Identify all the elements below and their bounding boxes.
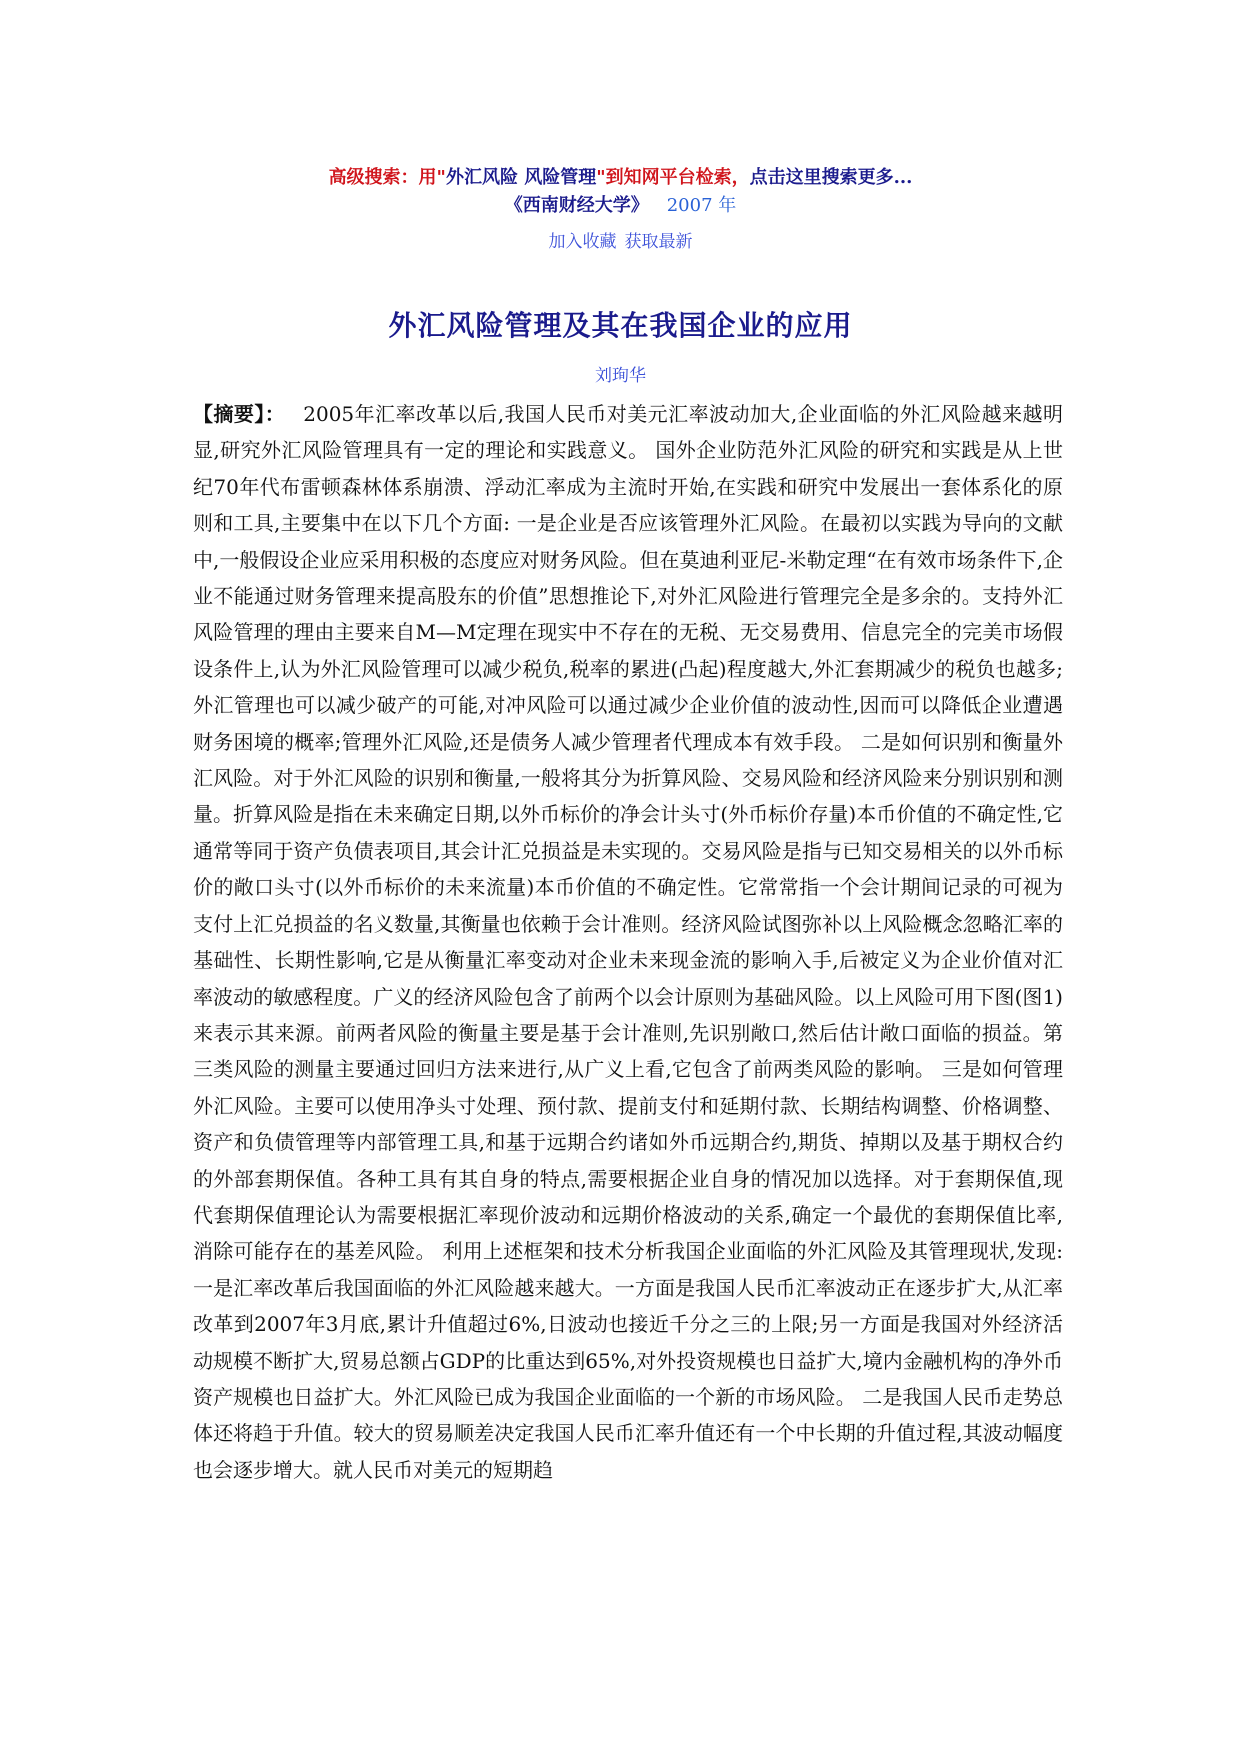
abstract-label: 【摘要】： [193,402,286,426]
abstract-paragraph [193,396,1063,1726]
search-more-link[interactable]: 点击这里搜索更多... [749,167,913,188]
search-keywords-link[interactable]: 外汇风险 风险管理 [445,167,597,188]
article-author[interactable]: 刘珣华 [595,366,646,386]
abstract-text: 2005年汇率改革以后,我国人民币对美元汇率波动加大,企业面临的外汇风险越来越明显,研究外汇风险管理具有一定的理论和实践意义。 国外企业防范外汇风险的研究和实践是从上世纪70年代布雷顿森林体系崩溃、浮动汇率成为主流时开始,在实践和研究中发展出一套体系化的原则和工具,主要集中在以下几个方面: 一是企业是否应该管理外汇风险。在最初以实践为导向的文献中,一般假设企业应采用积极的态度应对财务风险。但在莫迪利亚尼-米勒定理“在有效市场条件下,企业不能通过财务管理来提高股东的价值”思想推论下,对外汇风险进行管理完全是多余的。支持外汇风险管理的理由主要来自M—M定理在现实中不存在的无税、无交易费用、信息完全的完美市场假设条件上,认为外汇风险管理可以减少税负,税率的累进(凸起)程度越大,外汇套期减少的税负也越多;外汇管理也可以减少破产的可能,对冲风险可以通过减少企业价值的波动性,因而可以降低企业遭遇财务困境的概率;管理外汇风险,还是债务人减少管理者代理成本有效手段。 二是如何识别和衡量外汇风险。对于外汇风险的识别和衡量,一般将其分为折算风险、交易风险和经济风险来分别识别和测量。折算风险是指在未来确定日期,以外币标价的净会计头寸(外币标价存量)本币价值的不确定性,它通常等同于资产负债表项目,其会计汇兑损益是未实现的。交易风险是指与已知交易相关的以外币标价的敞口头寸(以外币标价的未来流量)本币价值的不确定性。它常常指一个会计期间记录的可视为支付上汇兑损益的名义数量,其衡量也依赖于会计准则。经济风险试图弥补以上风险概念忽略汇率的基础性、长期性影响,它是从衡量汇率变动对企业未来现金流的影响入手,后被定义为企业价值对汇率波动的敏感程度。广义的经济风险包含了前两个以会计原则为基础风险。以上风险可用下图(图1)来表示其来源。前两者风险的衡量主要是基于会计准则,先识别敞口,然后估计敞口面临的损益。第三类风险的测量主要通过回归方法来进行,从广义上看,它包含了前两类风险的影响。 三是如何管理外汇风险。主要可以使用净头寸处理、预付款、提前支付和延期付款、长期结构调整、价格调整、资产和负债管理等内部管理工具,和基于远期合约诸如外币远期合约,期货、掉期以及基于期权合约的外部套期保值。各种工具有其自身的特点,需要根据企业自身的情况加以选择。对于套期保值,现代套期保值理论认为需要根据汇率现价波动和远期价格波动的关系,确定一个最优的套期保值比率,消除可能存在的基差风险。 利用上述框架和技术分析我国企业面临的外汇风险及其管理现状,发现: 一是汇率改革后我国面临的外汇风险越来越大。一方面是我国人民币汇率波动正在逐步扩大,从汇率改革到2007年3月底,累计升值超过6%,日波动也接近千分之三的上限;另一方面是我国对外经济活动规模不断扩大,贸易总额占GDP的比重达到65%,对外投资规模也日益扩大,境内金融机构的净外币资产规模也日益扩大。外汇风险已成为我国企业面临的一个新的市场风险。 二是我国人民币走势总体还将趋于升值。较大的贸易顺差决定我国人民币汇率升值还有一个中长期的升值过程,其波动幅度也会逐步增大。就人民币对美元的短期趋 [193,402,1063,1482]
search-header [0,166,1241,254]
journal-name-link[interactable]: 《西南财经大学》 [504,195,649,216]
search-prefix: 高级搜索：用" [328,167,446,188]
search-suffix: "到知网平台检索， [596,167,750,188]
add-favorite-link[interactable]: 加入收藏 [548,232,617,252]
action-links [0,230,1241,254]
source-line [0,194,1241,218]
get-latest-link[interactable]: 获取最新 [624,232,693,252]
publication-year: 2007 年 [666,195,737,216]
article-title: 外汇风险管理及其在我国企业的应用 [388,309,853,342]
advanced-search-line [0,166,1241,190]
